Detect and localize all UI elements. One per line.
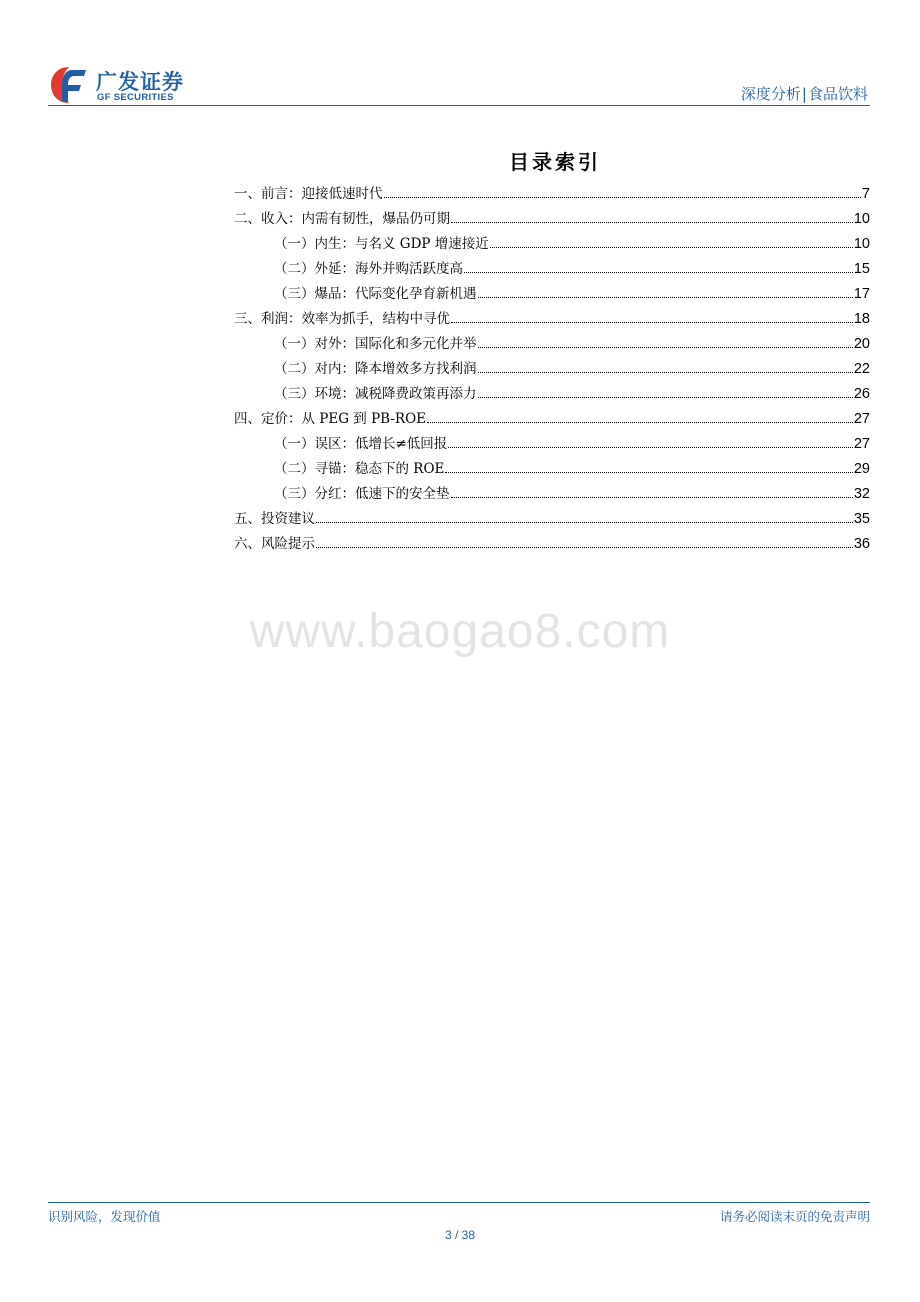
toc-entry-label: 三、利润：效率为抓手，结构中寻优 <box>234 311 450 327</box>
toc-leader-dots <box>427 422 853 423</box>
toc-entry[interactable] <box>234 209 870 234</box>
toc-leader-dots <box>464 272 853 273</box>
toc-entry-label: （三）分红：低速下的安全垫 <box>274 486 450 502</box>
toc-entry-label: 四、定价：从 PEG 到 PB-ROE <box>234 411 426 427</box>
toc-entry[interactable] <box>234 484 870 509</box>
toc-entry-label: （三）爆品：代际变化孕育新机遇 <box>274 286 477 302</box>
toc-entry[interactable] <box>234 409 870 434</box>
toc-leader-dots <box>445 472 852 473</box>
toc-entry-page: 29 <box>853 461 870 477</box>
toc-entry-label: 一、前言：迎接低速时代 <box>234 186 383 202</box>
header-divider <box>48 105 870 106</box>
toc-leader-dots <box>451 222 853 223</box>
toc-leader-dots <box>478 297 853 298</box>
toc-entry[interactable] <box>234 359 870 384</box>
toc-entry-page: 32 <box>853 486 870 502</box>
toc-entry-label: 六、风险提示 <box>234 536 315 552</box>
toc-leader-dots <box>384 197 861 198</box>
toc-entry-label: 五、投资建议 <box>234 511 315 527</box>
page-header <box>48 62 870 108</box>
footer-disclaimer-note: 请务必阅读末页的免责声明 <box>719 1209 870 1224</box>
gf-securities-logo <box>48 62 208 106</box>
report-type: 深度分析 <box>740 85 801 103</box>
toc-entry-label: （三）环境：减税降费政策再添力 <box>274 386 477 402</box>
toc-entry-label: （二）外延：海外并购活跃度高 <box>274 261 463 277</box>
toc-entry-page: 15 <box>853 261 870 277</box>
toc-entry-page: 36 <box>853 536 870 552</box>
toc-leader-dots <box>448 447 853 448</box>
toc-entry-label: （一）对外：国际化和多元化并举 <box>274 336 477 352</box>
toc-leader-dots <box>478 372 853 373</box>
toc-entry[interactable] <box>234 334 870 359</box>
logo-english-name: GF SECURITIES <box>97 92 174 103</box>
gf-logo-icon <box>48 64 90 106</box>
toc-leader-dots <box>490 247 853 248</box>
toc-entry[interactable] <box>234 459 870 484</box>
toc-entry-page: 7 <box>861 186 870 202</box>
toc-entry-label: 二、收入：内需有韧性，爆品仍可期 <box>234 211 450 227</box>
toc-entry[interactable] <box>234 234 870 259</box>
footer-slogan: 识别风险，发现价值 <box>48 1209 161 1224</box>
toc-entry-label: （二）对内：降本增效多方找利润 <box>274 361 477 377</box>
toc-entry-page: 20 <box>853 336 870 352</box>
toc-title: 目录索引 <box>509 150 601 174</box>
toc-entry-page: 27 <box>853 436 870 452</box>
toc-leader-dots <box>478 397 853 398</box>
toc-entry[interactable] <box>234 309 870 334</box>
toc-entry[interactable] <box>234 284 870 309</box>
toc-leader-dots <box>451 322 853 323</box>
toc-entry[interactable] <box>234 384 870 409</box>
header-separator: | <box>801 85 807 103</box>
toc-entry[interactable] <box>234 509 870 534</box>
table-of-contents <box>234 184 870 559</box>
toc-entry-page: 27 <box>853 411 870 427</box>
watermark: www.baogao8.com <box>249 605 671 658</box>
toc-leader-dots <box>478 347 853 348</box>
toc-leader-dots <box>451 497 853 498</box>
toc-entry-page: 35 <box>853 511 870 527</box>
toc-leader-dots <box>316 547 853 548</box>
toc-entry[interactable] <box>234 184 870 209</box>
toc-entry-page: 17 <box>853 286 870 302</box>
toc-entry-page: 10 <box>853 236 870 252</box>
toc-entry-page: 22 <box>853 361 870 377</box>
page-number: 3 / 38 <box>444 1228 476 1242</box>
toc-entry-page: 26 <box>853 386 870 402</box>
toc-entry-page: 18 <box>853 311 870 327</box>
toc-leader-dots <box>316 522 853 523</box>
toc-entry-label: （二）寻锚：稳态下的 ROE <box>274 461 445 477</box>
sector-label: 食品饮料 <box>807 85 868 103</box>
toc-entry[interactable] <box>234 434 870 459</box>
report-category <box>741 83 868 104</box>
toc-entry-label: （一）内生：与名义 GDP 增速接近 <box>274 236 489 252</box>
logo-chinese-name: 广发证券 <box>96 70 184 94</box>
toc-entry-label: （一）误区：低增长≠低回报 <box>274 436 448 452</box>
toc-entry-page: 10 <box>853 211 870 227</box>
toc-entry[interactable] <box>234 534 870 559</box>
footer-divider <box>48 1202 870 1203</box>
toc-entry[interactable] <box>234 259 870 284</box>
